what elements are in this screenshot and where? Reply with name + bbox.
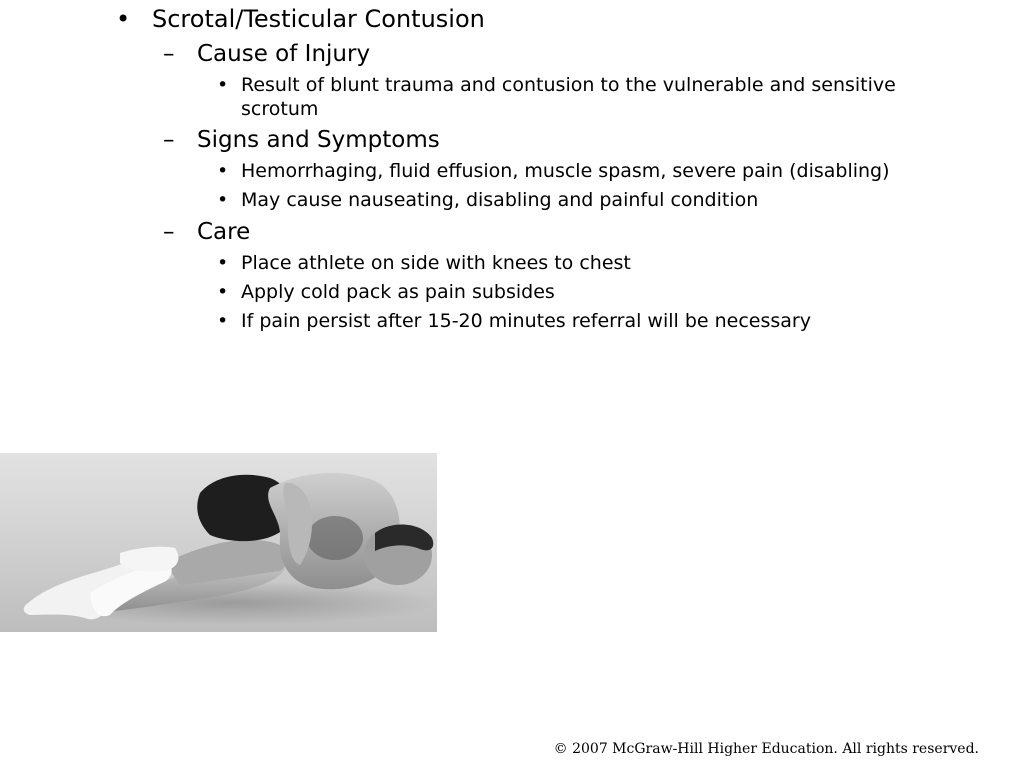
- section-heading-signs: [163, 126, 440, 154]
- bullet-marker: •: [217, 189, 229, 211]
- section-heading-care: [163, 218, 251, 246]
- dash-marker: –: [163, 127, 175, 153]
- copyright-footer: © 2007 McGraw-Hill Higher Education. All rights reserved.: [553, 741, 979, 757]
- section-heading-text: Cause of Injury: [197, 41, 371, 67]
- bullet-marker: •: [217, 74, 229, 96]
- sub-bullet: [217, 159, 890, 183]
- main-bullet-text: Scrotal/Testicular Contusion: [152, 5, 485, 33]
- sub-bullet: [217, 280, 555, 304]
- sub-bullet-text: May cause nauseating, disabling and painful condition: [241, 189, 759, 211]
- dash-marker: –: [163, 219, 175, 245]
- bullet-marker: •: [217, 160, 229, 182]
- main-bullet: [116, 4, 485, 34]
- sub-bullet-text: Result of blunt trauma and contusion to the vulnerable and sensitive scrotum: [241, 74, 896, 120]
- sub-bullet: [217, 73, 931, 121]
- bullet-marker: •: [116, 5, 131, 33]
- sub-bullet: [217, 309, 811, 333]
- bullet-marker: •: [217, 252, 229, 274]
- sub-bullet: [217, 251, 631, 275]
- section-heading-cause: [163, 40, 371, 68]
- sub-bullet-text: Apply cold pack as pain subsides: [241, 281, 555, 303]
- sub-bullet: [217, 188, 759, 212]
- dash-marker: –: [163, 41, 175, 67]
- sub-bullet-text: Place athlete on side with knees to chest: [241, 252, 631, 274]
- sub-bullet-text: If pain persist after 15-20 minutes referral will be necessary: [241, 310, 811, 332]
- section-heading-text: Care: [197, 219, 251, 245]
- bullet-marker: •: [217, 281, 229, 303]
- section-heading-text: Signs and Symptoms: [197, 127, 440, 153]
- athlete-fetal-position-photo: [0, 453, 437, 632]
- bullet-marker: •: [217, 310, 229, 332]
- sub-bullet-text: Hemorrhaging, fluid effusion, muscle spasm, severe pain (disabling): [241, 160, 890, 182]
